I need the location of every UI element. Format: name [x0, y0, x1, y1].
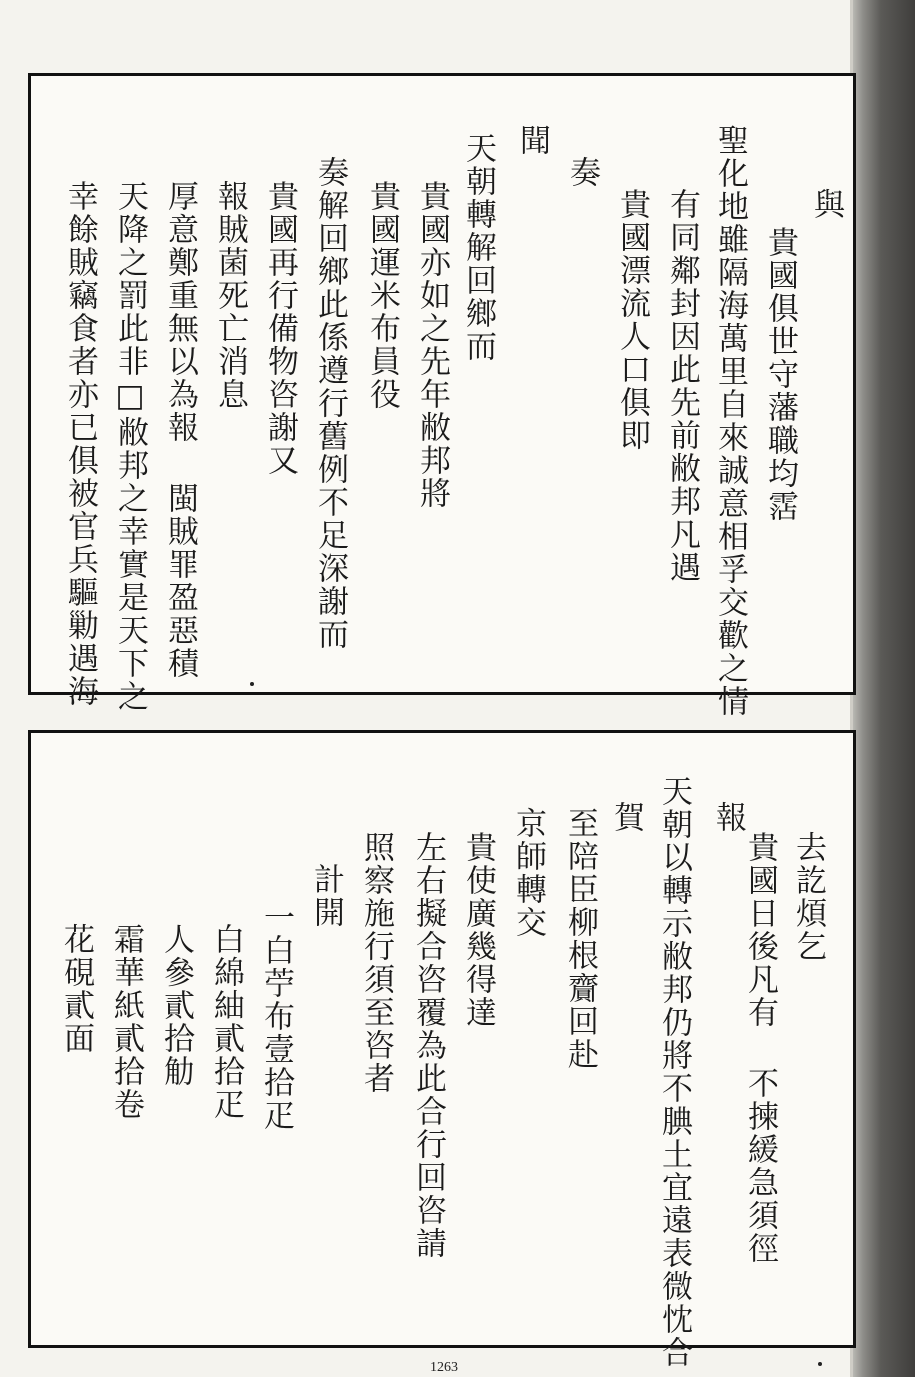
- top-text-panel: [28, 73, 856, 718]
- text-column: 厚意鄭重無以為報 閩賊罪盈惡積: [162, 180, 198, 680]
- text-column: 報賊菌死亡消息: [212, 180, 248, 411]
- text-column: 人參貳拾觔: [158, 923, 194, 1088]
- text-column: 計開: [308, 863, 344, 929]
- text-column: 白綿紬貳拾疋: [208, 923, 244, 1121]
- text-column: 天朝以轉示敝邦仍將不腆土宜遠表微忱合: [656, 775, 692, 1369]
- text-column: 至陪臣柳根齎回赴: [562, 807, 598, 1071]
- text-column: 貴國漂流人口俱即: [614, 188, 650, 452]
- text-column: 與: [808, 188, 844, 221]
- text-column: 賀: [608, 801, 644, 834]
- text-column: 貴國再行備物咨謝又: [262, 180, 298, 477]
- text-column: 貴國俱世守藩職均霑: [762, 226, 798, 523]
- book-binding-shadow: [853, 0, 915, 1377]
- text-column: 貴國日後凡有 不揀緩急須徑: [742, 831, 778, 1265]
- text-column: 聖化地雖隔海萬里自來誠意相孚交歡之情: [712, 124, 748, 718]
- text-column: 幸餘賊竊食者亦已俱被官兵驅勦遇海: [62, 180, 98, 708]
- text-column: 貴國運米布員役: [364, 180, 400, 411]
- page-number: 1263: [430, 1360, 458, 1375]
- text-column: 一白苧布壹拾疋: [258, 901, 294, 1132]
- text-column: 貴國亦如之先年敝邦將: [414, 180, 450, 510]
- ink-speck: [818, 1362, 822, 1366]
- text-column: 天降之罰此非□敝邦之幸實是天下之: [112, 180, 148, 713]
- text-column: 花硯貳面: [58, 923, 94, 1055]
- ink-speck: [250, 682, 254, 686]
- text-column: 去訖煩乞: [790, 831, 826, 963]
- text-column: 奏解回鄉此係遵行舊例不足深謝而: [312, 156, 348, 651]
- text-column: 有同鄰封因此先前敝邦凡遇: [664, 188, 700, 584]
- text-column: 報: [710, 801, 746, 834]
- text-column: 天朝轉解回鄉而: [460, 132, 496, 363]
- text-column: 霜華紙貳拾卷: [108, 923, 144, 1121]
- text-column: 左右擬合咨覆為此合行回咨請: [410, 831, 446, 1260]
- text-column: 奏: [564, 156, 600, 189]
- text-column: 京師轉交: [510, 807, 546, 939]
- text-column: 照察施行須至咨者: [358, 831, 394, 1095]
- text-column: 聞: [514, 124, 550, 157]
- text-column: 貴使廣幾得達: [460, 831, 496, 1029]
